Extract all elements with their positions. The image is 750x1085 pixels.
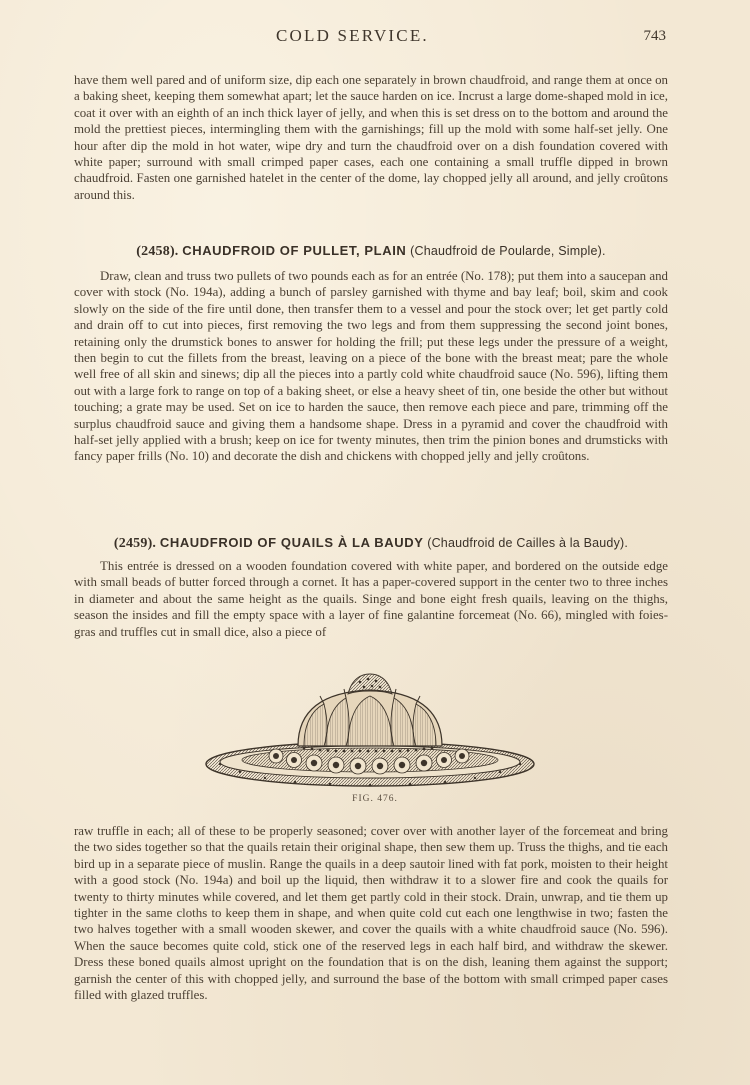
section-2459-heading <box>74 535 668 552</box>
intro-paragraph-block <box>74 72 668 203</box>
section-2459-body-after-block <box>74 823 668 1003</box>
section-2459-title: CHAUDFROID OF QUAILS À LA BAUDY <box>159 535 424 550</box>
section-2458-title: CHAUDFROID OF PULLET, PLAIN <box>182 243 407 258</box>
section-2459-body-before: This entrée is dressed on a wooden foundation covered with white paper, and bordered on the outside edge with small beads of butter forced through a cornet. It has a paper-covered support in the center two to three inches in diameter and about the same height as the quails. Singe and bone eight fresh quails, leaving on the thighs, season the insides and fill the empty space with a layer of fine galantine forcemeat (No. 66), mingled with foies-gras and truffles cut in small dice, also a piece of <box>74 559 668 639</box>
section-2458-body-block <box>74 268 668 465</box>
chaudfroid-engraving-icon <box>200 672 540 790</box>
running-head: COLD SERVICE. <box>276 26 429 45</box>
section-2458-heading <box>74 243 668 260</box>
figure-476-illustration <box>200 672 540 790</box>
figure-caption: FIG. 476. <box>352 794 398 804</box>
section-2459-number: (2459). <box>113 536 157 551</box>
section-2458-number: (2458). <box>136 244 179 259</box>
intro-paragraph: have them well pared and of uniform size, dip each one separately in brown chaudfroid, and range them at once on a baking sheet, keeping them somewhat apart; let the sauce harden on ice. Incrust a large dome-shaped mold in ice, coat it over with an eighth of an inch thick layer of jelly, and when this is set dress on to the bottom and around the mold the prettiest pieces, intermingling them with the garnishings; fill up the mold with some half-set jelly. One hour after dip the mold in hot water, wipe dry and turn the chaudfroid over on a dish foundation covered with white paper; surround with small crimped paper cases, each one containing a small truffle dipped in brown chaudfroid. Fasten one garnished hatelet in the center of the dome, lay chopped jelly all around, and jelly croûtons around this. <box>74 73 668 202</box>
section-2458-french-title: (Chaudfroid de Poularde, Simple). <box>410 244 606 258</box>
section-2459-body-after: raw truffle in each; all of these to be properly seasoned; cover over with another layer of the forcemeat and bring the two sides together so that the quails retain their original shape, then sew them up. Truss the thighs, and tie each bird up in a separate piece of muslin. Range the quails in a deep sautoir lined with fat pork, moisten to their height with a good stock (No. 194a) and boil up the liquid, then withdraw it to a slower fire and cook the quails for twenty to thirty minutes while covered, and let them get partly cold in their stock. Drain, unwrap, and tie them up tighter in the same cloths to keep them in shape, and when quite cold cut each one lengthwise in two; fasten the two halves together with a small wooden skewer, and cover the quails with a white chaudfroid sauce (No. 596). When the sauce becomes quite cold, stick one of the reserved legs in each half bird, and withdraw the skewer. Dress these boned quails almost upright on the foundation that is on the dish, leaning them against the support; garnish the center of this with chopped jelly, and surround the base of the bottom with small crimped paper cases filled with glazed truffles. <box>74 824 668 1003</box>
section-2458-body: Draw, clean and truss two pullets of two pounds each as for an entrée (No. 178); put them into a saucepan and cover with stock (No. 194a), adding a bunch of parsley garnished with thyme and bay leaf; boil, skim and cook slowly on the side of the fire until done, then transfer them to a vessel and pour the stock over; let get partly cold and drain off to cut into pieces, first removing the two legs and from them suppressing the second joint bones, retaining only the drumstick bones to answer for holding the frill; put these legs under the pressure of a weight, then begin to cut the fillets from the breast, leaving on a piece of the bone with the breast meat; pare the whole well free of all skin and sinews; dip all the pieces into a partly cold white chaudfroid sauce (No. 596), lifting them out with a large fork to range on top of a baking sheet, or else a heavy sheet of tin, one beside the other but without touching; a grate may be used. Set on ice to harden the sauce, then remove each piece and pare, trimming off the surplus chaudfroid sauce and giving them a handsome shape. Dress in a pyramid and cover the chaudfroid with half-set jelly applied with a brush; keep on ice for twenty minutes, then trim the pinion bones and drumsticks with fancy paper frills (No. 10) and decorate the dish and chickens with chopped jelly and jelly croûtons. <box>74 269 668 464</box>
page-number: 743 <box>643 28 666 44</box>
page-header <box>0 26 750 50</box>
section-2459-body-before-block <box>74 558 668 640</box>
section-2459-french-title: (Chaudfroid de Cailles à la Baudy). <box>427 536 629 550</box>
